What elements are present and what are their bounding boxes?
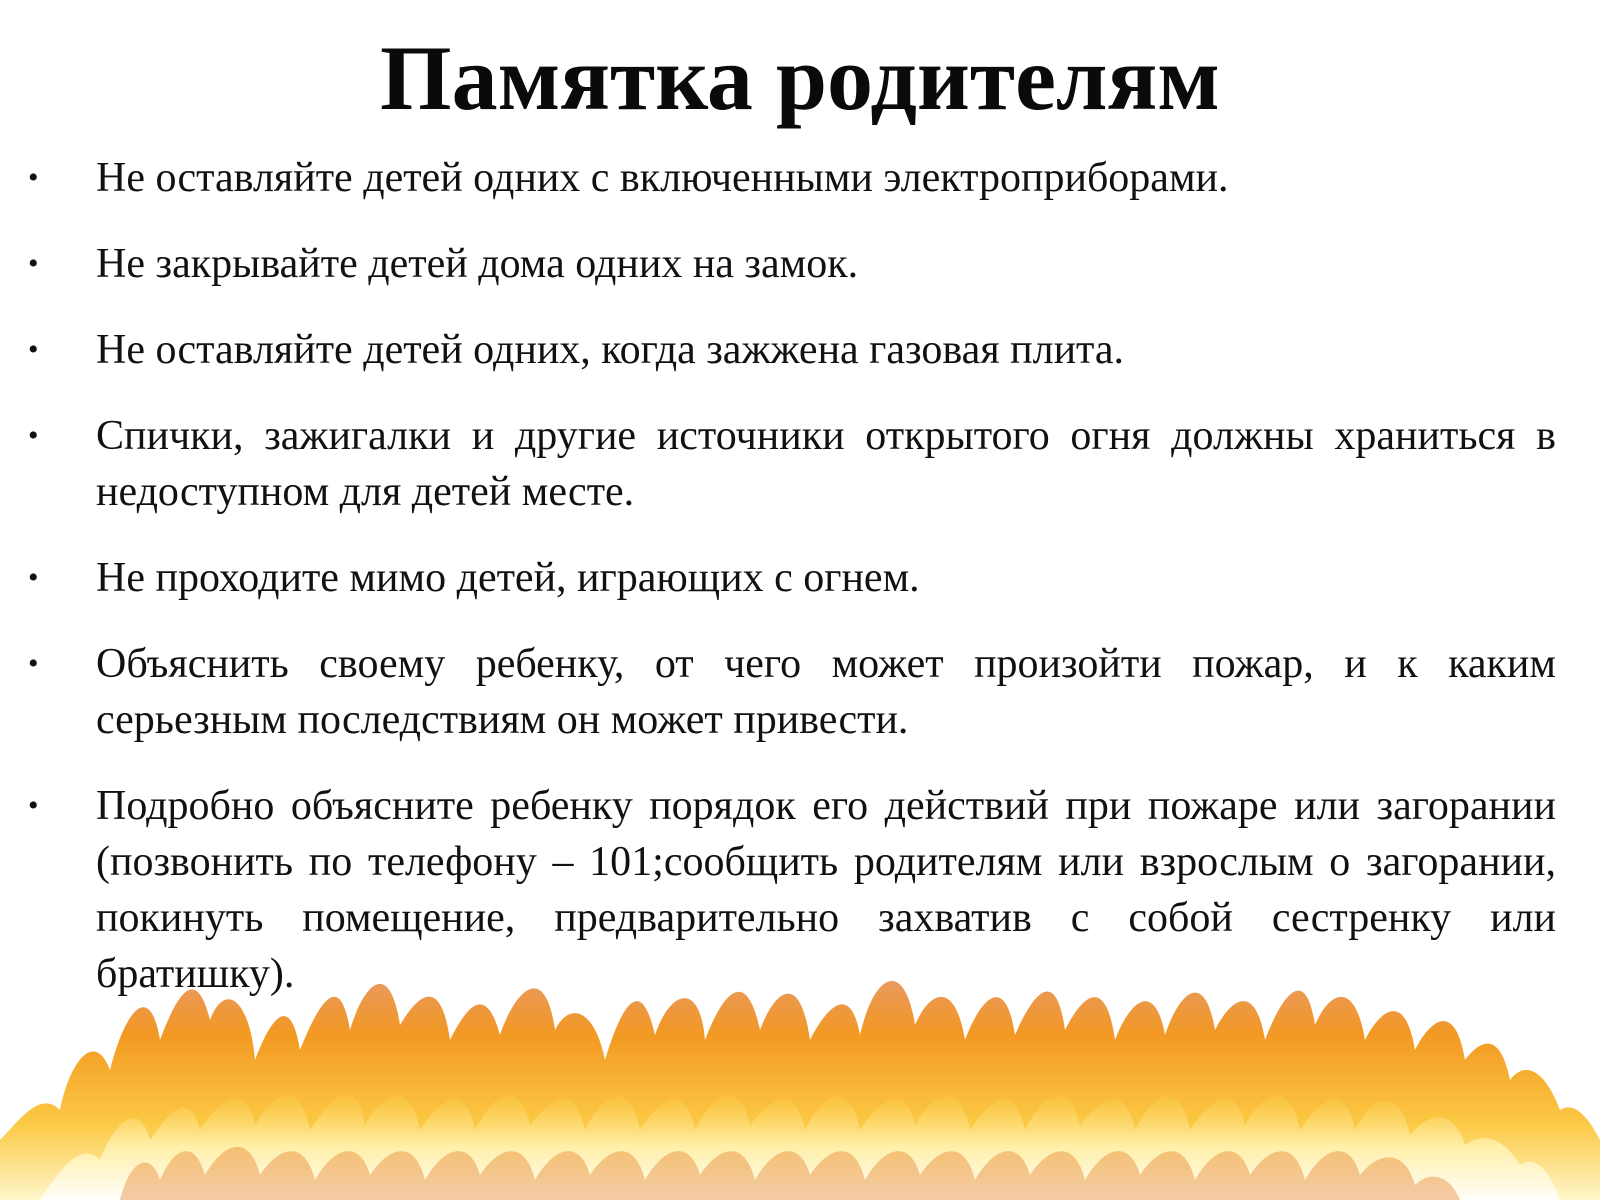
list-item (0, 150, 1600, 206)
list-item-text: Спички, зажигалки и другие источники открытого огня должны храниться в недоступном для детей месте. (96, 413, 1556, 515)
advice-list (0, 150, 1600, 1032)
list-item (0, 408, 1600, 520)
list-item-text: Не проходите мимо детей, играющих с огнем. (96, 555, 920, 601)
bullet-icon: • (28, 789, 39, 822)
page-title: Памятка родителям (380, 27, 1220, 129)
list-item (0, 636, 1600, 748)
bullet-icon: • (28, 333, 39, 366)
list-item (0, 322, 1600, 378)
list-item-text: Не закрывайте детей дома одних на замок. (96, 241, 859, 287)
bullet-icon: • (28, 161, 39, 194)
bullet-icon: • (28, 647, 39, 680)
bullet-icon: • (28, 419, 39, 452)
list-item-text: Не оставляйте детей одних, когда зажжена газовая плита. (96, 327, 1125, 373)
list-item-text: Не оставляйте детей одних с включенными электроприборами. (96, 155, 1229, 201)
bullet-icon: • (28, 561, 39, 594)
list-item (0, 236, 1600, 292)
list-item-text: Подробно объясните ребенку порядок его действий при пожаре или загорании (позвонить по телефону – 101;сообщить родителям или взрослым о загорании, покинуть помещение, предварительно захватив с собой сестренку или братишку). (96, 783, 1556, 997)
list-item (0, 778, 1600, 1002)
list-item (0, 550, 1600, 606)
list-item-text: Объяснить своему ребенку, от чего может произойти пожар, и к каким серьезным последствиям он может привести. (96, 641, 1556, 743)
bullet-icon: • (28, 247, 39, 280)
